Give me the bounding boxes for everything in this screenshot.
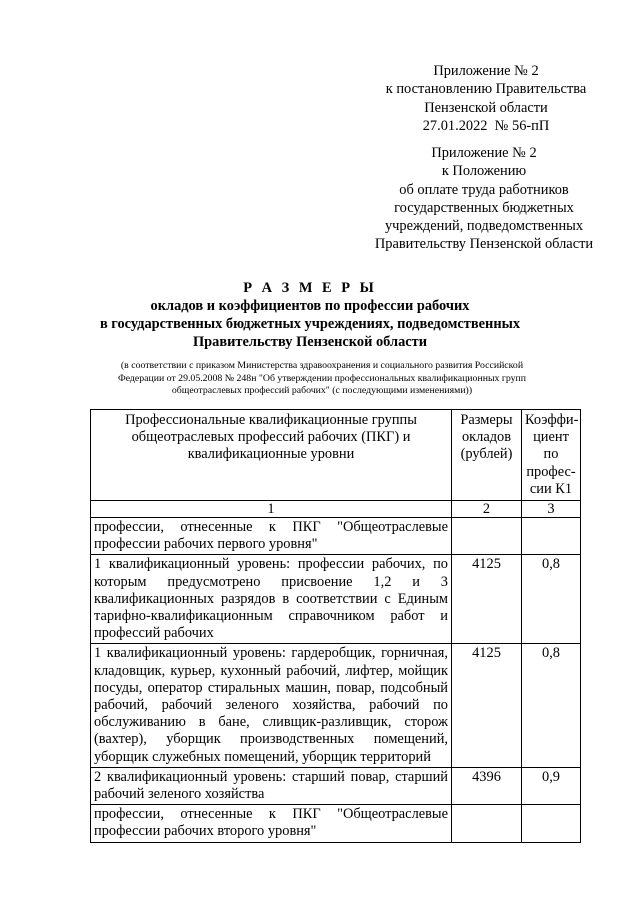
column-number: 1 [91,501,452,518]
table-header-row [91,410,581,501]
column-number: 2 [452,501,522,518]
appendix-regulation-block [364,144,604,254]
appendix-line: к Положению [441,163,527,180]
note-line: (в соответствии с приказом Министерства здравоохранения и социального развития Российской [120,360,524,371]
appendix-line: Правительству Пензенской области [374,236,594,253]
table-row [91,555,581,644]
table-column-numbers-row [91,501,581,518]
table-row [91,518,581,555]
table-row [91,805,581,842]
appendix-line: Пензенской области [424,99,548,116]
title-line: Правительству Пензенской области [192,334,428,350]
row-coefficient: 0,8 [522,644,581,767]
row-text: 1 квалификационный уровень: гардеробщик, горничная, кладовщик, курьер, кухонный рабочий, лифтер, мойщик посуды, оператор стиральных машин, повар, подсобный рабочий, рабочий зеленого хозяйства, рабочий по обслуживанию в бане, сливщик-разливщик, сторож (вахтер), уборщик производственных помещений, уборщик служебных помещений, уборщик территорий [91,644,452,767]
row-salary [452,805,522,842]
appendix-line: государственных бюджетных [394,199,574,216]
appendix-line: Приложение № 2 [431,145,537,161]
header-salary: Размеры окладов (рублей) [452,410,522,501]
appendix-date-line: 27.01.2022 № 56-пП [422,117,550,134]
appendix-resolution-block [376,62,596,135]
appendix-line: Приложение № 2 [433,63,539,79]
row-text: профессии, отнесенные к ПКГ "Общеотраслевые профессии рабочих второго уровня" [91,805,452,842]
column-number: 3 [522,501,581,518]
legal-basis-note [102,360,542,398]
table-row [91,767,581,804]
title-line: окладов и коэффициентов по профессии рабочих [150,298,470,314]
salary-table [90,409,581,843]
appendix-line: учреждений, подведомственных [384,218,584,235]
row-salary: 4125 [452,644,522,767]
title-heading: Р А З М Е Р Ы [243,280,377,296]
document-title [90,279,530,351]
table-row [91,644,581,767]
appendix-line: к постановлению Правительства [385,81,587,98]
row-salary: 4125 [452,555,522,644]
row-coefficient: 0,9 [522,767,581,804]
title-line: в государственных бюджетных учреждениях, подведомственных [99,316,521,332]
row-coefficient: 0,8 [522,555,581,644]
row-coefficient [522,518,581,555]
note-line: Федерации от 29.05.2008 № 248н "Об утверждении профессиональных квалификационных групп [117,372,527,384]
row-text: 1 квалификационный уровень: профессии рабочих, по которым предусмотрено присвоение 1,2 и 3 квалификационных разрядов в соответствии с Единым тарифно-квалификационным справочником работ и профессий рабочих [91,555,452,644]
appendix-line: об оплате труда работников [399,181,569,198]
header-groups: Профессиональные квалификационные группы общеотраслевых профессий рабочих (ПКГ) и квалификационные уровни [91,410,452,501]
row-salary [452,518,522,555]
row-salary: 4396 [452,767,522,804]
row-coefficient [522,805,581,842]
row-text: профессии, отнесенные к ПКГ "Общеотраслевые профессии рабочих первого уровня" [91,518,452,555]
note-line: общеотраслевых профессий рабочих" (с последующими изменениями)) [171,385,473,397]
header-coefficient: Коэффи-циент по профес-сии К1 [522,410,581,501]
row-text: 2 квалификационный уровень: старший повар, старший рабочий зеленого хозяйства [91,767,452,804]
